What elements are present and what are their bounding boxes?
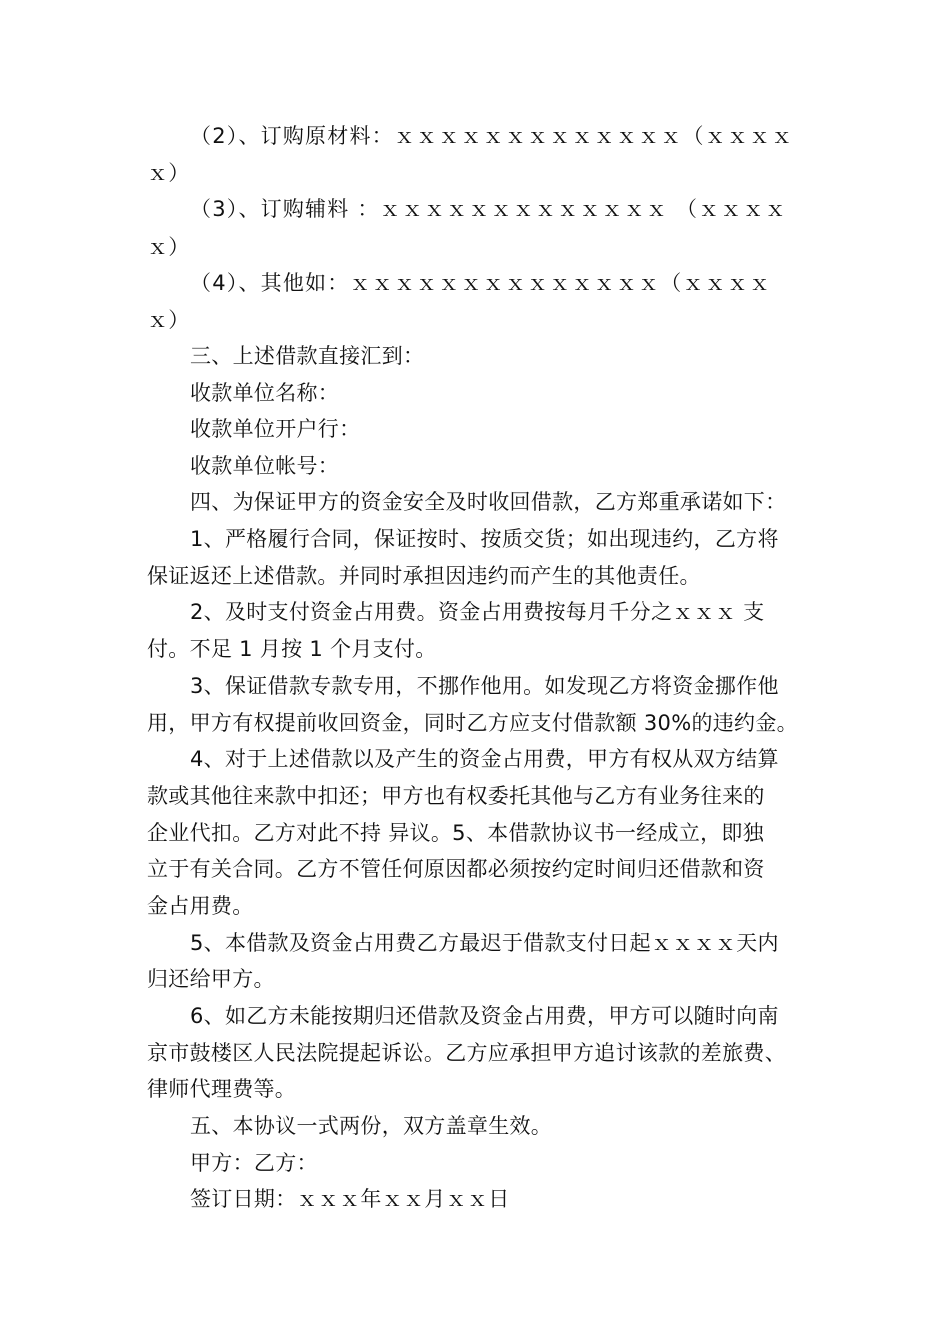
clause-6-continuation-2: 律师代理费等。 [147,1077,297,1101]
clause-5: 5、本借款及资金占用费乙方最迟于借款支付日起ｘｘｘｘ天内 [190,931,779,955]
payee-name-label: 收款单位名称： [190,381,340,405]
item-4-other: （4）、其他如：ｘｘｘｘｘｘｘｘｘｘｘｘｘｘ（ｘｘｘｘ [190,271,772,295]
parties-signature-line: 甲方：乙方： [190,1151,318,1175]
section-5-heading: 五、本协议一式两份，双方盖章生效。 [190,1114,553,1138]
payee-bank-label: 收款单位开户行： [190,417,361,441]
clause-1-continuation: 保证返还上述借款。并同时承担因违约而产生的其他责任。 [147,564,701,588]
clause-4-continuation-2: 企业代扣。乙方对此不持 异议。5、本借款协议书一经成立，即独 [147,821,765,845]
clause-5-continuation: 归还给甲方。 [147,967,275,991]
clause-2-continuation: 付。不足 1 月按 1 个月支付。 [147,637,437,661]
item-4-continuation: ｘ） [147,308,190,332]
clause-6-continuation-1: 京市鼓楼区人民法院提起诉讼。乙方应承担甲方追讨该款的差旅费、 [147,1041,786,1065]
section-4-heading: 四、为保证甲方的资金安全及时收回借款，乙方郑重承诺如下： [190,490,787,514]
clause-3: 3、保证借款专款专用，不挪作他用。如发现乙方将资金挪作他 [190,674,779,698]
section-3-heading: 三、上述借款直接汇到： [190,344,425,368]
clause-1: 1、严格履行合同，保证按时、按质交货；如出现违约，乙方将 [190,527,779,551]
clause-4: 4、对于上述借款以及产生的资金占用费，甲方有权从双方结算 [190,747,779,771]
signing-date-line: 签订日期：ｘｘｘ年ｘｘ月ｘｘ日 [190,1187,510,1211]
item-3-auxiliary-materials: （3）、订购辅料 ：ｘｘｘｘｘｘｘｘｘｘｘｘｘ （ｘｘｘｘ [190,197,788,221]
clause-4-continuation-1: 款或其他往来款中扣还；甲方也有权委托其他与乙方有业务往来的 [147,784,765,808]
clause-6: 6、如乙方未能按期归还借款及资金占用费，甲方可以随时向南 [190,1004,779,1028]
clause-4-continuation-4: 金占用费。 [147,894,254,918]
clause-4-continuation-3: 立于有关合同。乙方不管任何原因都必须按约定时间归还借款和资 [147,857,765,881]
clause-3-continuation: 用，甲方有权提前收回资金，同时乙方应支付借款额 30%的违约金。 [147,711,798,735]
item-3-continuation: ｘ） [147,235,190,259]
payee-account-label: 收款单位帐号： [190,454,340,478]
clause-2: 2、及时支付资金占用费。资金占用费按每月千分之ｘｘｘ 支 [190,600,765,624]
item-2-raw-materials: （2）、订购原材料：ｘｘｘｘｘｘｘｘｘｘｘｘｘ（ｘｘｘｘ [190,124,794,148]
item-2-continuation: ｘ） [147,161,190,185]
